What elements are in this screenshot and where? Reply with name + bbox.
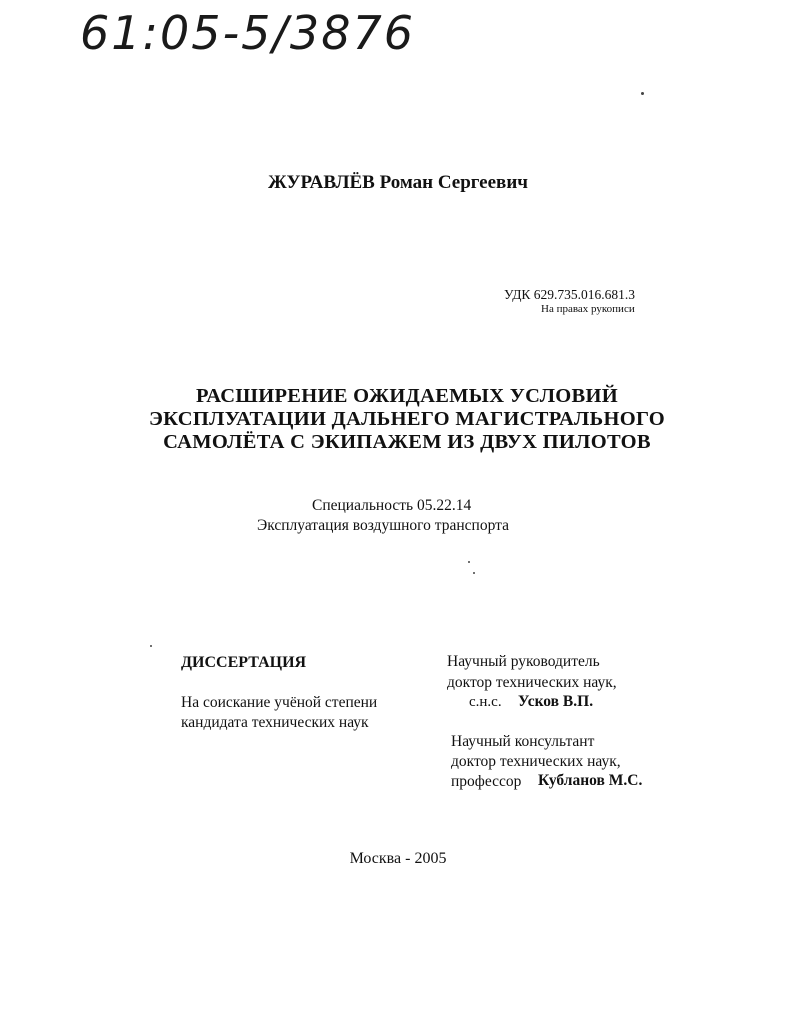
scan-speck	[468, 561, 470, 563]
title-line-3: САМОЛЁТА С ЭКИПАЖЕМ ИЗ ДВУХ ПИЛОТОВ	[163, 431, 651, 453]
supervisor-label: Научный руководитель	[447, 653, 600, 670]
specialty-name: Эксплуатация воздушного транспорта	[257, 517, 509, 534]
degree-line-1: На соискание учёной степени	[181, 694, 378, 711]
handwritten-archive-code	[80, 6, 430, 58]
supervisor-name: Усков В.П.	[518, 693, 594, 710]
supervisor-degree: доктор технических наук,	[447, 674, 617, 691]
consultant-title: профессор	[451, 773, 522, 790]
manuscript-note: На правах рукописи	[541, 303, 635, 315]
scan-speck	[150, 645, 152, 647]
consultant-degree: доктор технических наук,	[451, 753, 621, 770]
author-name: ЖУРАВЛЁВ Роман Сергеевич	[268, 172, 528, 193]
udc-code: УДК 629.735.016.681.3	[504, 287, 636, 302]
scan-speck	[473, 572, 475, 574]
consultant-label: Научный консультант	[451, 733, 595, 750]
dissertation-label: ДИССЕРТАЦИЯ	[181, 654, 307, 671]
supervisor-title: с.н.с.	[469, 694, 502, 710]
degree-line-2: кандидата технических наук	[181, 714, 369, 731]
specialty-code: Специальность 05.22.14	[312, 497, 472, 514]
scan-speck	[641, 92, 644, 95]
title-line-2: ЭКСПЛУАТАЦИИ ДАЛЬНЕГО МАГИСТРАЛЬНОГО	[148, 408, 666, 430]
city-year: Москва - 2005	[349, 850, 447, 867]
handwritten-code-text: 61:05-5/3876	[80, 6, 415, 60]
title-line-1: РАСШИРЕНИЕ ОЖИДАЕМЫХ УСЛОВИЙ	[196, 385, 618, 407]
consultant-name: Кубланов М.С.	[538, 772, 643, 789]
